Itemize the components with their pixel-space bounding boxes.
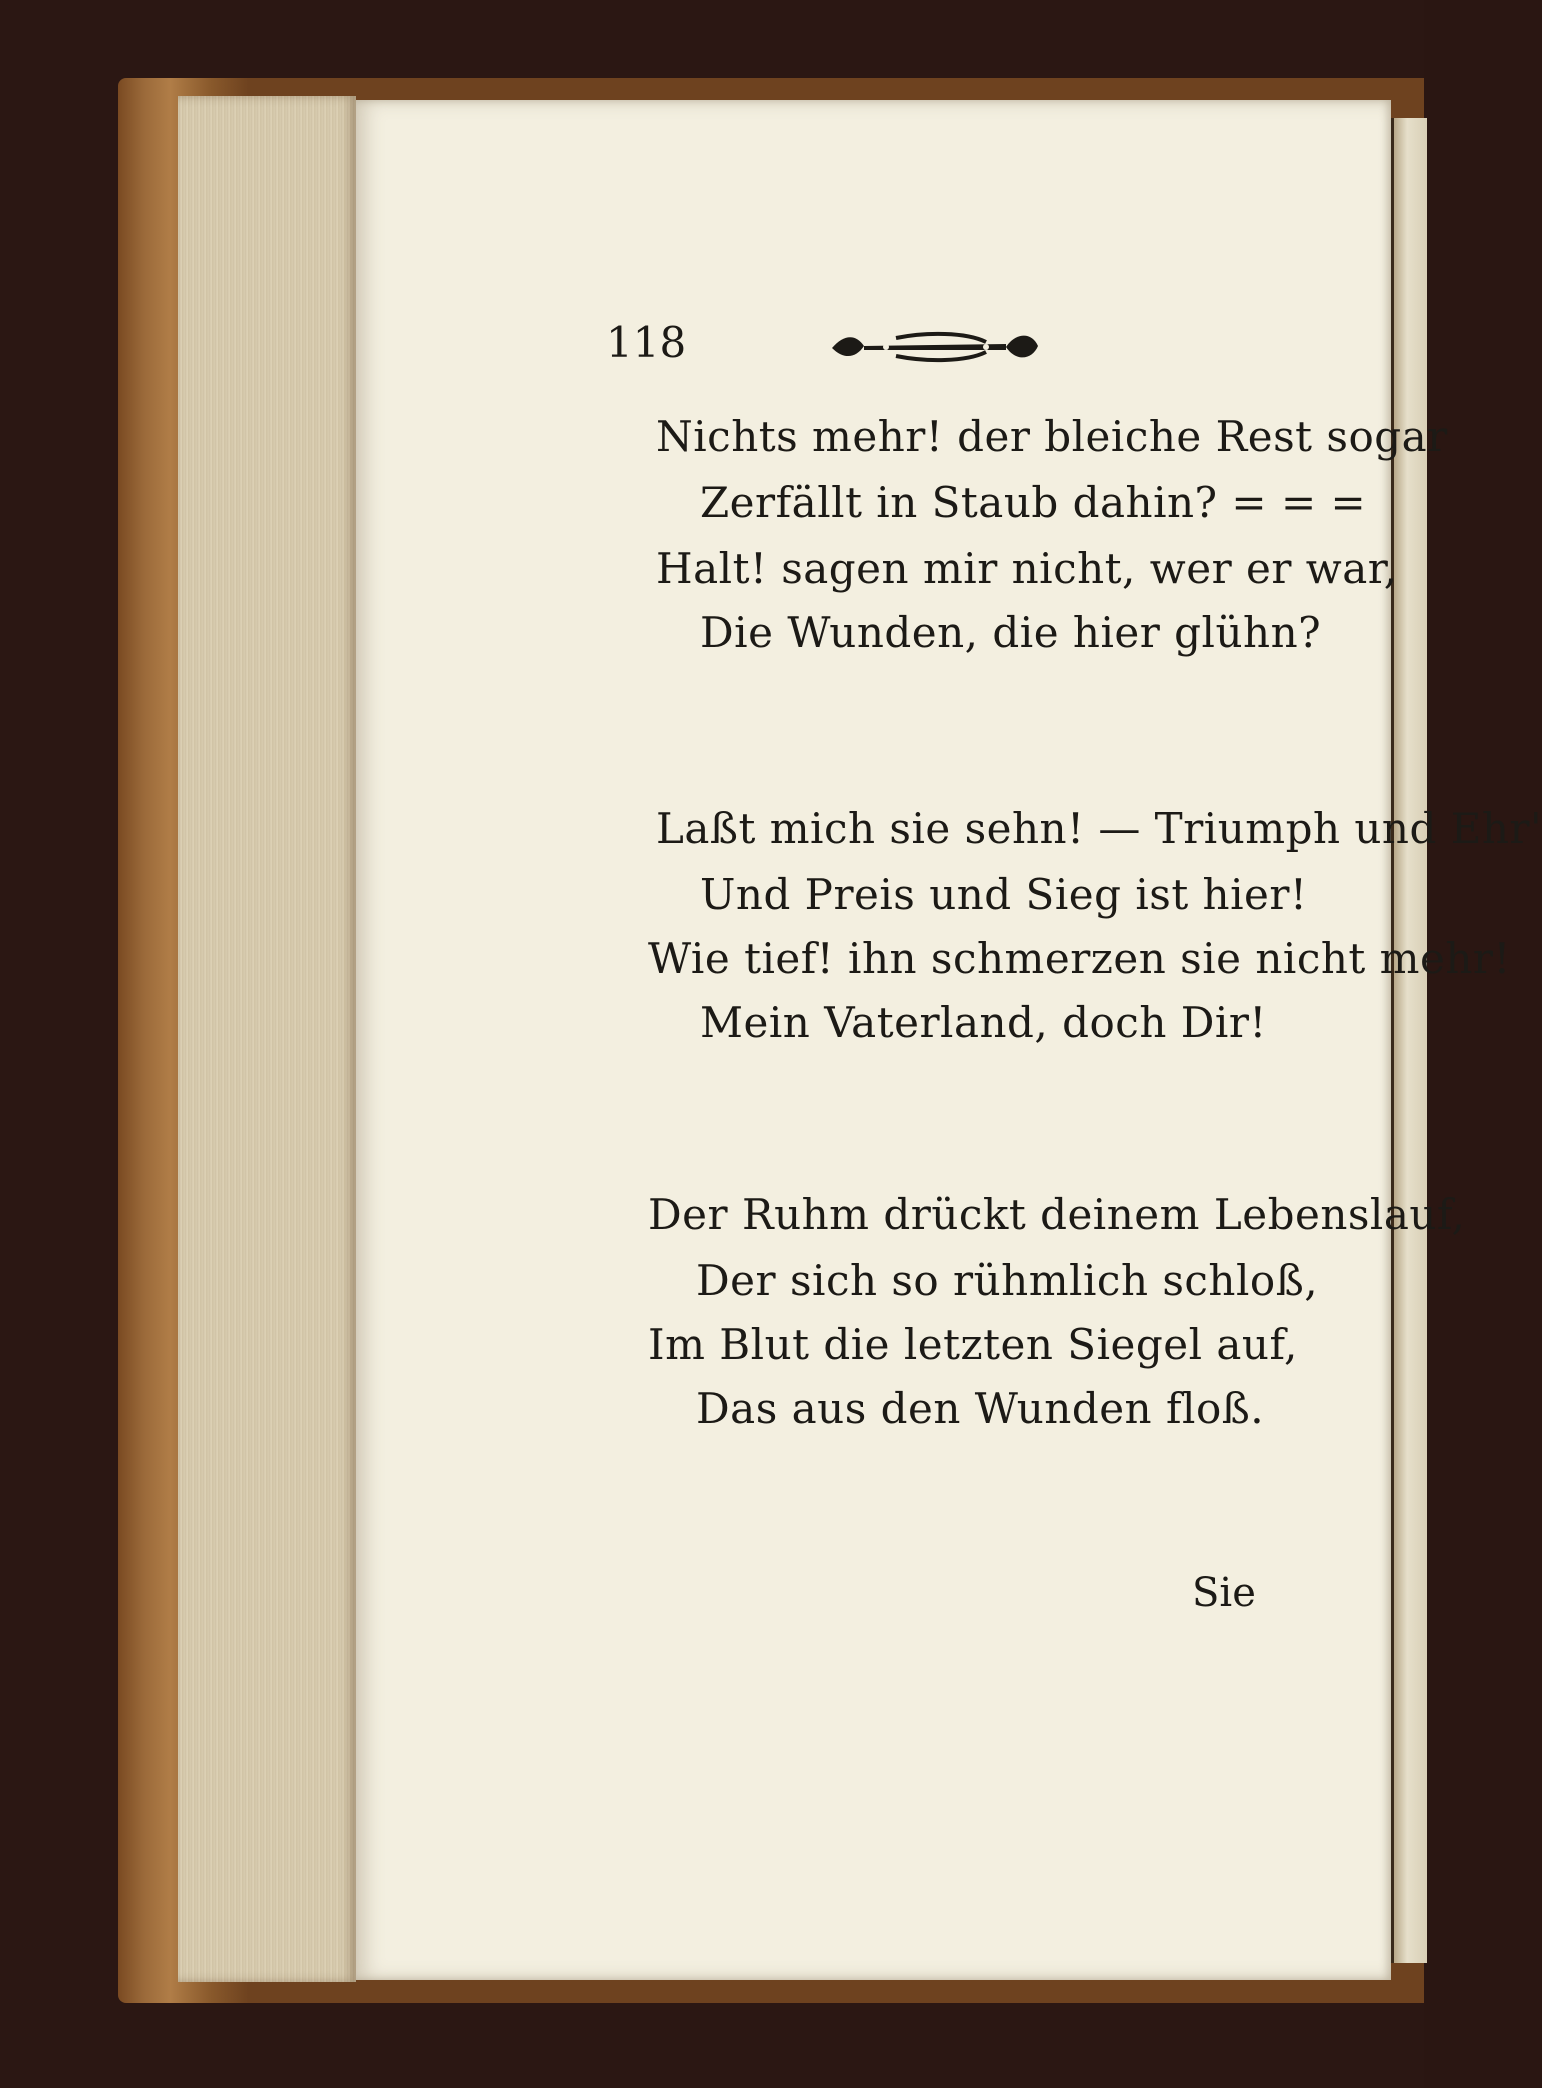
facing-page-edge — [1391, 118, 1427, 1963]
page-edges — [178, 96, 356, 1982]
stanza-2-line-2: Und Preis und Sieg ist hier! — [700, 870, 1308, 919]
stanza-2-line-1: Laßt mich sie sehn! — Triumph und Ehr' — [656, 804, 1542, 853]
stanza-1-line-3: Halt! sagen mir nicht, wer er war, — [656, 544, 1398, 593]
stanza-1-line-2: Zerfällt in Staub dahin? = = = — [700, 478, 1367, 527]
stanza-2-line-3: Wie tief! ihn schmerzen sie nicht mehr! — [648, 934, 1511, 983]
page-number: 118 — [606, 318, 687, 367]
stanza-3-line-3: Im Blut die letzten Siegel auf, — [648, 1320, 1298, 1369]
stanza-1-line-1: Nichts mehr! der bleiche Rest sogar — [656, 412, 1448, 461]
fleuron-ornament-icon — [826, 324, 1044, 370]
stanza-3-line-4: Das aus den Wunden floß. — [696, 1384, 1265, 1433]
stanza-2-line-4: Mein Vaterland, doch Dir! — [700, 998, 1267, 1047]
stanza-1-line-4: Die Wunden, die hier glühn? — [700, 608, 1322, 657]
stanza-3-line-1: Der Ruhm drückt deinem Lebenslauf, — [648, 1190, 1466, 1239]
catchword: Sie — [1192, 1570, 1256, 1616]
stanza-3-line-2: Der sich so rühmlich schloß, — [696, 1256, 1319, 1305]
